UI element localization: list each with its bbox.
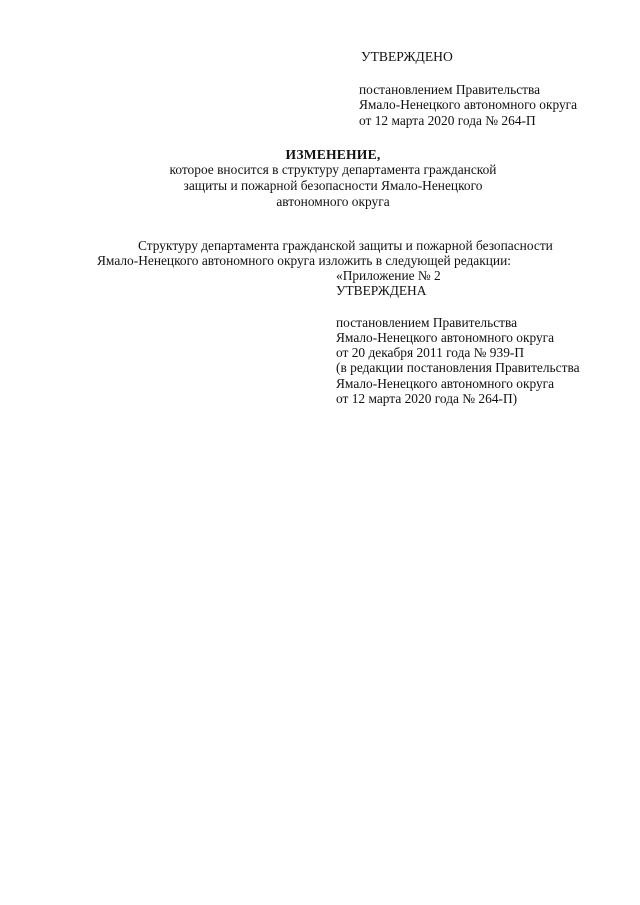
approval-stamp-title: УТВЕРЖДЕНО: [361, 49, 453, 64]
appendix-line: от 12 марта 2020 года № 264-П): [336, 391, 518, 406]
document-subheading-line: автономного округа: [276, 194, 390, 209]
approval-stamp-line: Ямало-Ненецкого автономного округа: [359, 97, 578, 112]
appendix-line: от 20 декабря 2011 года № 939-П: [336, 345, 525, 360]
appendix-line: (в редакции постановления Правительства: [336, 360, 580, 375]
approval-stamp-line: постановлением Правительства: [359, 82, 541, 97]
document-subheading-line: защиты и пожарной безопасности Ямало-Ненецкого: [183, 178, 483, 193]
appendix-approved-title: УТВЕРЖДЕНА: [336, 283, 427, 298]
approval-stamp-line: от 12 марта 2020 года № 264-П: [359, 113, 536, 128]
body-paragraph-line: Ямало-Ненецкого автономного округа изложить в следующей редакции:: [97, 253, 511, 268]
document-subheading-line: которое вносится в структуру департамента гражданской: [169, 162, 497, 177]
appendix-label: «Приложение № 2: [336, 268, 441, 283]
appendix-line: Ямало-Ненецкого автономного округа: [336, 376, 555, 391]
appendix-line: Ямало-Ненецкого автономного округа: [336, 330, 555, 345]
document-heading: ИЗМЕНЕНИЕ,: [285, 147, 381, 162]
appendix-line: постановлением Правительства: [336, 315, 518, 330]
body-paragraph-line: Структуру департамента гражданской защиты и пожарной безопасности: [138, 238, 553, 253]
